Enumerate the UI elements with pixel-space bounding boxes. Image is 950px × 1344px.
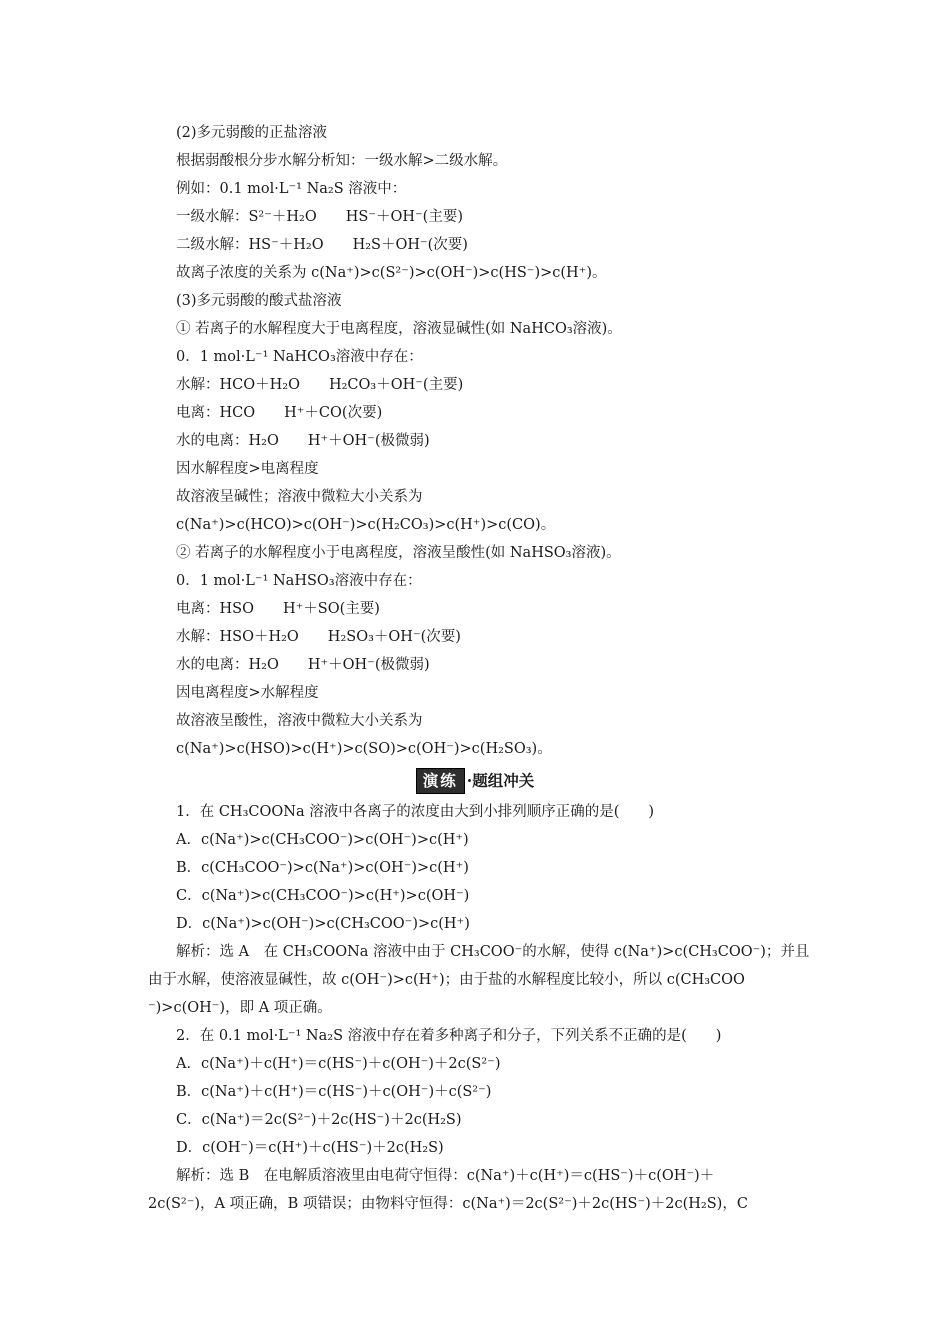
section2-rule: 根据弱酸根分步水解分析知：一级水解>二级水解。	[176, 153, 508, 169]
q2-option-d: D．c(OH⁻)＝c(H⁺)＋c(HS⁻)＋2c(H₂S)	[176, 1140, 444, 1156]
case2-order: c(Na⁺)>c(HSO)>c(H⁺)>c(SO)>c(OH⁻)>c(H₂SO₃)。	[176, 741, 552, 757]
case1-result: 故溶液呈碱性；溶液中微粒大小关系为	[176, 489, 423, 505]
q2-stem: 2．在 0.1 mol·L⁻¹ Na₂S 溶液中存在着多种离子和分子，下列关系不正确的是( )	[176, 1028, 722, 1044]
case2-hydrolysis: 水解：HSO＋H₂O H₂SO₃＋OH⁻(次要)	[176, 629, 461, 645]
section2-step2: 二级水解：HS⁻＋H₂O H₂S＋OH⁻(次要)	[176, 237, 468, 253]
case2-compare: 因电离程度>水解程度	[176, 685, 319, 701]
q1-option-b: B．c(CH₃COO⁻)>c(Na⁺)>c(OH⁻)>c(H⁺)	[176, 860, 469, 876]
q1-analysis-line2: 由于水解，使溶液显碱性，故 c(OH⁻)>c(H⁺)；由于盐的水解程度比较小，所以 c(CH₃COO	[148, 972, 745, 988]
q2-option-b: B．c(Na⁺)＋c(H⁺)＝c(HS⁻)＋c(OH⁻)＋c(S²⁻)	[176, 1084, 492, 1100]
case1-hydrolysis: 水解：HCO＋H₂O H₂CO₃＋OH⁻(主要)	[176, 377, 464, 393]
case2-solution: 0．1 mol·L⁻¹ NaHSO₃溶液中存在：	[176, 573, 422, 589]
case2-result: 故溶液呈酸性，溶液中微粒大小关系为	[176, 713, 423, 729]
practice-banner	[0, 768, 950, 794]
case1-water: 水的电离：H₂O H⁺＋OH⁻(极微弱)	[176, 433, 430, 449]
section2-conclusion: 故离子浓度的关系为 c(Na⁺)>c(S²⁻)>c(OH⁻)>c(HS⁻)>c(H⁺)。	[176, 265, 607, 281]
q1-option-c: C．c(Na⁺)>c(CH₃COO⁻)>c(H⁺)>c(OH⁻)	[176, 888, 470, 904]
section2-step1: 一级水解：S²⁻＋H₂O HS⁻＋OH⁻(主要)	[176, 209, 463, 225]
case1-ionization: 电离：HCO H⁺＋CO(次要)	[176, 405, 383, 421]
q2-option-a: A．c(Na⁺)＋c(H⁺)＝c(HS⁻)＋c(OH⁻)＋2c(S²⁻)	[176, 1056, 501, 1072]
practice-badge: 演练	[416, 768, 465, 794]
case2-ionization: 电离：HSO H⁺＋SO(主要)	[176, 601, 380, 617]
q1-analysis-line1: 解析：选 A 在 CH₃COONa 溶液中由于 CH₃COO⁻的水解，使得 c(Na⁺)>c(CH₃COO⁻)；并且	[176, 944, 810, 960]
section2-heading: (2)多元弱酸的正盐溶液	[176, 125, 328, 141]
case1-order: c(Na⁺)>c(HCO)>c(OH⁻)>c(H₂CO₃)>c(H⁺)>c(CO)。	[176, 517, 556, 533]
practice-title: ·题组冲关	[466, 771, 535, 790]
case2-intro: ② 若离子的水解程度小于电离程度，溶液呈酸性(如 NaHSO₃溶液)。	[176, 545, 621, 561]
q2-analysis-line2: 2c(S²⁻)，A 项正确，B 项错误；由物料守恒得：c(Na⁺)＝2c(S²⁻)＋2c(HS⁻)＋2c(H₂S)，C	[148, 1196, 748, 1212]
section2-example: 例如：0.1 mol·L⁻¹ Na₂S 溶液中：	[176, 181, 407, 197]
q1-option-d: D．c(Na⁺)>c(OH⁻)>c(CH₃COO⁻)>c(H⁺)	[176, 916, 470, 932]
q2-analysis-line1: 解析：选 B 在电解质溶液里由电荷守恒得：c(Na⁺)＋c(H⁺)＝c(HS⁻)＋c(OH⁻)＋	[176, 1168, 715, 1184]
case1-intro: ① 若离子的水解程度大于电离程度，溶液显碱性(如 NaHCO₃溶液)。	[176, 321, 622, 337]
q1-analysis-line3: ⁻)>c(OH⁻)，即 A 项正确。	[148, 1000, 332, 1016]
case2-water: 水的电离：H₂O H⁺＋OH⁻(极微弱)	[176, 657, 430, 673]
section3-heading: (3)多元弱酸的酸式盐溶液	[176, 293, 342, 309]
q1-option-a: A．c(Na⁺)>c(CH₃COO⁻)>c(OH⁻)>c(H⁺)	[176, 832, 469, 848]
q1-stem: 1．在 CH₃COONa 溶液中各离子的浓度由大到小排列顺序正确的是( )	[176, 804, 655, 820]
q2-option-c: C．c(Na⁺)＝2c(S²⁻)＋2c(HS⁻)＋2c(H₂S)	[176, 1112, 462, 1128]
case1-solution: 0．1 mol·L⁻¹ NaHCO₃溶液中存在：	[176, 349, 423, 365]
case1-compare: 因水解程度>电离程度	[176, 461, 319, 477]
